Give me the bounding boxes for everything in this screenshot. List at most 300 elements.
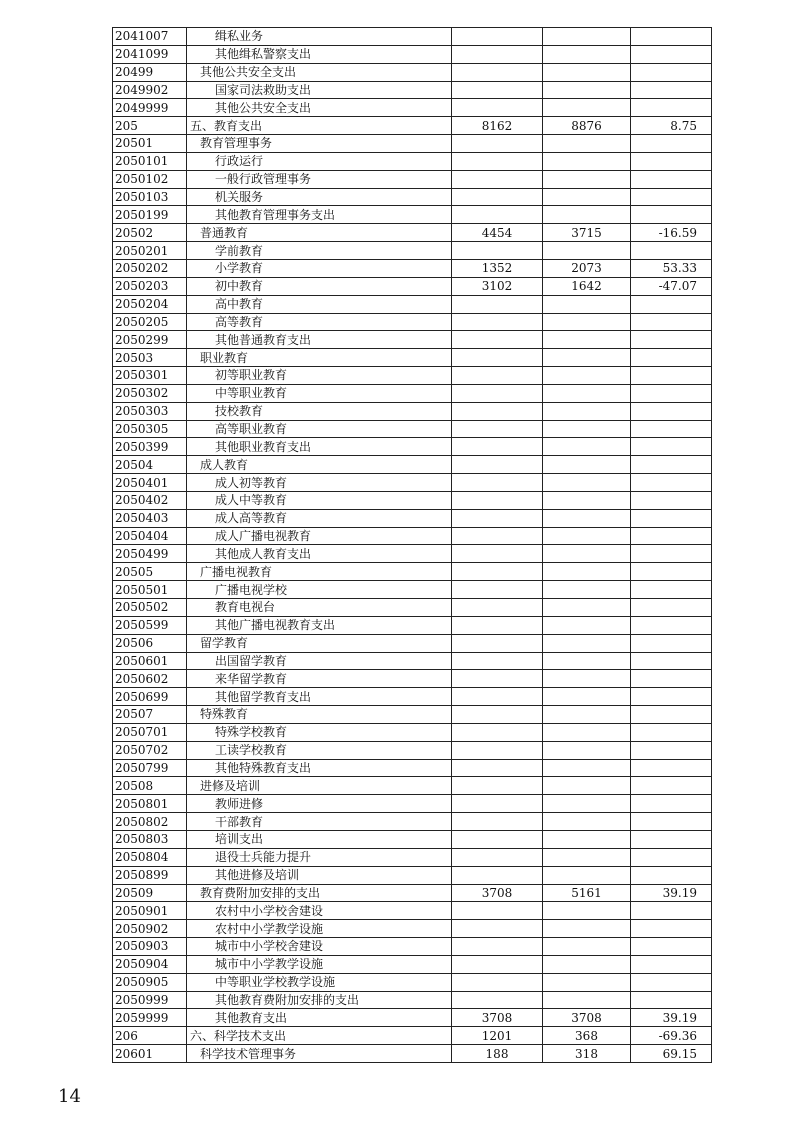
change-percent-cell <box>631 367 712 385</box>
table-row <box>113 63 712 81</box>
value-cell-1 <box>452 991 543 1009</box>
value-cell-2 <box>543 830 631 848</box>
change-percent-cell <box>631 866 712 884</box>
table-row <box>113 795 712 813</box>
value-cell-1: 3708 <box>452 1009 543 1027</box>
table-row <box>113 884 712 902</box>
table-row <box>113 741 712 759</box>
item-name-cell: 教育管理事务 <box>187 135 452 153</box>
code-cell: 2050901 <box>113 902 187 920</box>
change-percent-cell <box>631 527 712 545</box>
table-row <box>113 848 712 866</box>
value-cell-1 <box>452 367 543 385</box>
table-row <box>113 1009 712 1027</box>
code-cell: 2050402 <box>113 491 187 509</box>
value-cell-2 <box>543 491 631 509</box>
value-cell-2 <box>543 652 631 670</box>
code-cell: 2050103 <box>113 188 187 206</box>
value-cell-2: 3708 <box>543 1009 631 1027</box>
code-cell: 2041099 <box>113 45 187 63</box>
change-percent-cell <box>631 813 712 831</box>
change-percent-cell <box>631 152 712 170</box>
item-name-cell: 其他普通教育支出 <box>187 331 452 349</box>
change-percent-cell <box>631 170 712 188</box>
item-name-cell: 其他缉私警察支出 <box>187 45 452 63</box>
item-name-cell: 来华留学教育 <box>187 670 452 688</box>
code-cell: 20502 <box>113 224 187 242</box>
table-row <box>113 28 712 46</box>
code-cell: 2050501 <box>113 581 187 599</box>
value-cell-1 <box>452 759 543 777</box>
value-cell-2: 1642 <box>543 277 631 295</box>
table-row <box>113 599 712 617</box>
change-percent-cell <box>631 509 712 527</box>
table-row <box>113 152 712 170</box>
item-name-cell: 出国留学教育 <box>187 652 452 670</box>
item-name-cell: 进修及培训 <box>187 777 452 795</box>
value-cell-1 <box>452 830 543 848</box>
value-cell-2 <box>543 741 631 759</box>
item-name-cell: 高等教育 <box>187 313 452 331</box>
value-cell-1 <box>452 706 543 724</box>
change-percent-cell <box>631 991 712 1009</box>
item-name-cell: 其他教育费附加安排的支出 <box>187 991 452 1009</box>
code-cell: 2050201 <box>113 242 187 260</box>
table-row <box>113 616 712 634</box>
change-percent-cell <box>631 777 712 795</box>
value-cell-1 <box>452 634 543 652</box>
value-cell-1: 3708 <box>452 884 543 902</box>
value-cell-1: 8162 <box>452 117 543 135</box>
code-cell: 2050203 <box>113 277 187 295</box>
item-name-cell: 其他教育管理事务支出 <box>187 206 452 224</box>
table-row <box>113 384 712 402</box>
value-cell-1 <box>452 866 543 884</box>
item-name-cell: 技校教育 <box>187 402 452 420</box>
change-percent-cell <box>631 670 712 688</box>
change-percent-cell <box>631 920 712 938</box>
item-name-cell: 其他职业教育支出 <box>187 438 452 456</box>
item-name-cell: 中等职业学校教学设施 <box>187 973 452 991</box>
code-cell: 2050802 <box>113 813 187 831</box>
code-cell: 2050804 <box>113 848 187 866</box>
code-cell: 2050803 <box>113 830 187 848</box>
item-name-cell: 高等职业教育 <box>187 420 452 438</box>
code-cell: 2050299 <box>113 331 187 349</box>
code-cell: 20504 <box>113 456 187 474</box>
value-cell-2 <box>543 384 631 402</box>
table-row <box>113 920 712 938</box>
value-cell-1 <box>452 813 543 831</box>
code-cell: 2059999 <box>113 1009 187 1027</box>
change-percent-cell <box>631 599 712 617</box>
value-cell-1 <box>452 45 543 63</box>
table-row <box>113 938 712 956</box>
code-cell: 2050302 <box>113 384 187 402</box>
value-cell-2 <box>543 63 631 81</box>
value-cell-2 <box>543 331 631 349</box>
budget-table <box>112 27 712 1063</box>
change-percent-cell <box>631 206 712 224</box>
value-cell-1 <box>452 349 543 367</box>
change-percent-cell <box>631 99 712 117</box>
value-cell-1 <box>452 955 543 973</box>
value-cell-2: 3715 <box>543 224 631 242</box>
item-name-cell: 其他教育支出 <box>187 1009 452 1027</box>
table-row <box>113 563 712 581</box>
item-name-cell: 其他留学教育支出 <box>187 688 452 706</box>
change-percent-cell <box>631 973 712 991</box>
value-cell-2 <box>543 813 631 831</box>
value-cell-2 <box>543 367 631 385</box>
item-name-cell: 教师进修 <box>187 795 452 813</box>
table-row <box>113 723 712 741</box>
code-cell: 2050204 <box>113 295 187 313</box>
value-cell-1 <box>452 688 543 706</box>
table-row <box>113 331 712 349</box>
code-cell: 2050903 <box>113 938 187 956</box>
table-row <box>113 206 712 224</box>
value-cell-2 <box>543 777 631 795</box>
table-row <box>113 973 712 991</box>
change-percent-cell <box>631 28 712 46</box>
code-cell: 2050701 <box>113 723 187 741</box>
value-cell-1 <box>452 242 543 260</box>
table-row <box>113 759 712 777</box>
change-percent-cell <box>631 135 712 153</box>
item-name-cell: 成人初等教育 <box>187 474 452 492</box>
change-percent-cell <box>631 491 712 509</box>
code-cell: 205 <box>113 117 187 135</box>
value-cell-2 <box>543 563 631 581</box>
change-percent-cell <box>631 456 712 474</box>
code-cell: 2050205 <box>113 313 187 331</box>
value-cell-2 <box>543 81 631 99</box>
table-row <box>113 509 712 527</box>
table-row <box>113 545 712 563</box>
value-cell-1 <box>452 777 543 795</box>
value-cell-1 <box>452 135 543 153</box>
table-row <box>113 706 712 724</box>
table-row <box>113 830 712 848</box>
item-name-cell: 普通教育 <box>187 224 452 242</box>
change-percent-cell <box>631 652 712 670</box>
change-percent-cell <box>631 955 712 973</box>
code-cell: 2050702 <box>113 741 187 759</box>
table-row <box>113 45 712 63</box>
value-cell-1 <box>452 420 543 438</box>
value-cell-2: 5161 <box>543 884 631 902</box>
value-cell-1: 1201 <box>452 1027 543 1045</box>
table-row <box>113 420 712 438</box>
value-cell-1 <box>452 206 543 224</box>
code-cell: 20499 <box>113 63 187 81</box>
table-row <box>113 170 712 188</box>
value-cell-2 <box>543 759 631 777</box>
value-cell-1 <box>452 545 543 563</box>
table-row <box>113 581 712 599</box>
value-cell-2 <box>543 902 631 920</box>
page-number: 14 <box>58 1086 81 1107</box>
code-cell: 2050502 <box>113 599 187 617</box>
table-row <box>113 224 712 242</box>
value-cell-2 <box>543 991 631 1009</box>
change-percent-cell <box>631 563 712 581</box>
value-cell-2 <box>543 456 631 474</box>
item-name-cell: 特殊教育 <box>187 706 452 724</box>
change-percent-cell <box>631 795 712 813</box>
value-cell-1 <box>452 670 543 688</box>
code-cell: 20506 <box>113 634 187 652</box>
table-row <box>113 117 712 135</box>
change-percent-cell <box>631 438 712 456</box>
change-percent-cell <box>631 242 712 260</box>
code-cell: 2050303 <box>113 402 187 420</box>
value-cell-1 <box>452 527 543 545</box>
value-cell-2: 318 <box>543 1045 631 1063</box>
value-cell-2 <box>543 634 631 652</box>
item-name-cell: 其他特殊教育支出 <box>187 759 452 777</box>
value-cell-1 <box>452 331 543 349</box>
item-name-cell: 中等职业教育 <box>187 384 452 402</box>
value-cell-1 <box>452 384 543 402</box>
code-cell: 2050403 <box>113 509 187 527</box>
change-percent-cell <box>631 63 712 81</box>
item-name-cell: 其他进修及培训 <box>187 866 452 884</box>
change-percent-cell <box>631 723 712 741</box>
value-cell-1 <box>452 723 543 741</box>
change-percent-cell <box>631 188 712 206</box>
value-cell-1 <box>452 28 543 46</box>
item-name-cell: 培训支出 <box>187 830 452 848</box>
item-name-cell: 农村中小学教学设施 <box>187 920 452 938</box>
code-cell: 2050101 <box>113 152 187 170</box>
code-cell: 2050599 <box>113 616 187 634</box>
table-row <box>113 652 712 670</box>
code-cell: 2050404 <box>113 527 187 545</box>
change-percent-cell: 8.75 <box>631 117 712 135</box>
value-cell-2 <box>543 545 631 563</box>
code-cell: 2050499 <box>113 545 187 563</box>
value-cell-2 <box>543 723 631 741</box>
value-cell-2: 2073 <box>543 259 631 277</box>
table-row <box>113 135 712 153</box>
change-percent-cell <box>631 420 712 438</box>
value-cell-1 <box>452 491 543 509</box>
code-cell: 20507 <box>113 706 187 724</box>
change-percent-cell <box>631 706 712 724</box>
table-row <box>113 902 712 920</box>
item-name-cell: 退役士兵能力提升 <box>187 848 452 866</box>
item-name-cell: 其他广播电视教育支出 <box>187 616 452 634</box>
code-cell: 2050601 <box>113 652 187 670</box>
value-cell-1 <box>452 99 543 117</box>
item-name-cell: 教育费附加安排的支出 <box>187 884 452 902</box>
code-cell: 2050305 <box>113 420 187 438</box>
table-row <box>113 1027 712 1045</box>
change-percent-cell <box>631 545 712 563</box>
code-cell: 2050699 <box>113 688 187 706</box>
code-cell: 2050399 <box>113 438 187 456</box>
code-cell: 2050999 <box>113 991 187 1009</box>
table-row <box>113 313 712 331</box>
code-cell: 2050199 <box>113 206 187 224</box>
code-cell: 2050905 <box>113 973 187 991</box>
value-cell-1 <box>452 920 543 938</box>
item-name-cell: 六、科学技术支出 <box>187 1027 452 1045</box>
item-name-cell: 行政运行 <box>187 152 452 170</box>
value-cell-1 <box>452 509 543 527</box>
value-cell-1: 1352 <box>452 259 543 277</box>
value-cell-1 <box>452 402 543 420</box>
value-cell-2 <box>543 242 631 260</box>
value-cell-2 <box>543 170 631 188</box>
change-percent-cell <box>631 349 712 367</box>
table-row <box>113 955 712 973</box>
change-percent-cell <box>631 688 712 706</box>
change-percent-cell <box>631 616 712 634</box>
code-cell: 20601 <box>113 1045 187 1063</box>
value-cell-1 <box>452 973 543 991</box>
item-name-cell: 其他成人教育支出 <box>187 545 452 563</box>
value-cell-1 <box>452 474 543 492</box>
code-cell: 2050401 <box>113 474 187 492</box>
value-cell-1: 3102 <box>452 277 543 295</box>
value-cell-1 <box>452 795 543 813</box>
table-row <box>113 1045 712 1063</box>
value-cell-2 <box>543 581 631 599</box>
value-cell-1: 188 <box>452 1045 543 1063</box>
value-cell-2 <box>543 599 631 617</box>
item-name-cell: 高中教育 <box>187 295 452 313</box>
change-percent-cell: 53.33 <box>631 259 712 277</box>
value-cell-1 <box>452 81 543 99</box>
change-percent-cell: -16.59 <box>631 224 712 242</box>
value-cell-2: 8876 <box>543 117 631 135</box>
change-percent-cell <box>631 938 712 956</box>
change-percent-cell <box>631 830 712 848</box>
change-percent-cell <box>631 581 712 599</box>
value-cell-1 <box>452 313 543 331</box>
table-row <box>113 367 712 385</box>
value-cell-2 <box>543 848 631 866</box>
value-cell-2 <box>543 295 631 313</box>
value-cell-1 <box>452 741 543 759</box>
table-row <box>113 242 712 260</box>
value-cell-1 <box>452 902 543 920</box>
value-cell-2 <box>543 188 631 206</box>
value-cell-2 <box>543 706 631 724</box>
code-cell: 2050899 <box>113 866 187 884</box>
code-cell: 20508 <box>113 777 187 795</box>
item-name-cell: 五、教育支出 <box>187 117 452 135</box>
code-cell: 2050799 <box>113 759 187 777</box>
value-cell-1: 4454 <box>452 224 543 242</box>
item-name-cell: 初中教育 <box>187 277 452 295</box>
change-percent-cell <box>631 295 712 313</box>
item-name-cell: 国家司法救助支出 <box>187 81 452 99</box>
value-cell-1 <box>452 456 543 474</box>
value-cell-1 <box>452 295 543 313</box>
table-row <box>113 81 712 99</box>
value-cell-2 <box>543 920 631 938</box>
item-name-cell: 农村中小学校舍建设 <box>187 902 452 920</box>
table-row <box>113 491 712 509</box>
table-row <box>113 474 712 492</box>
change-percent-cell <box>631 331 712 349</box>
table-row <box>113 688 712 706</box>
code-cell: 2050801 <box>113 795 187 813</box>
table-row <box>113 438 712 456</box>
code-cell: 2049999 <box>113 99 187 117</box>
value-cell-2 <box>543 955 631 973</box>
change-percent-cell: -69.36 <box>631 1027 712 1045</box>
table-row <box>113 634 712 652</box>
value-cell-1 <box>452 170 543 188</box>
change-percent-cell <box>631 848 712 866</box>
table-row <box>113 527 712 545</box>
item-name-cell: 工读学校教育 <box>187 741 452 759</box>
change-percent-cell: 39.19 <box>631 1009 712 1027</box>
value-cell-2 <box>543 402 631 420</box>
item-name-cell: 其他公共安全支出 <box>187 99 452 117</box>
code-cell: 20509 <box>113 884 187 902</box>
value-cell-2: 368 <box>543 1027 631 1045</box>
item-name-cell: 城市中小学校舍建设 <box>187 938 452 956</box>
value-cell-2 <box>543 938 631 956</box>
value-cell-1 <box>452 652 543 670</box>
value-cell-2 <box>543 438 631 456</box>
change-percent-cell <box>631 384 712 402</box>
value-cell-2 <box>543 688 631 706</box>
table-row <box>113 402 712 420</box>
item-name-cell: 广播电视教育 <box>187 563 452 581</box>
code-cell: 2050102 <box>113 170 187 188</box>
change-percent-cell <box>631 474 712 492</box>
item-name-cell: 学前教育 <box>187 242 452 260</box>
table-row <box>113 991 712 1009</box>
table-row <box>113 456 712 474</box>
item-name-cell: 其他公共安全支出 <box>187 63 452 81</box>
item-name-cell: 干部教育 <box>187 813 452 831</box>
value-cell-2 <box>543 206 631 224</box>
item-name-cell: 一般行政管理事务 <box>187 170 452 188</box>
code-cell: 20503 <box>113 349 187 367</box>
value-cell-1 <box>452 188 543 206</box>
table-body <box>113 28 712 1063</box>
item-name-cell: 职业教育 <box>187 349 452 367</box>
item-name-cell: 科学技术管理事务 <box>187 1045 452 1063</box>
item-name-cell: 成人高等教育 <box>187 509 452 527</box>
item-name-cell: 广播电视学校 <box>187 581 452 599</box>
code-cell: 2050602 <box>113 670 187 688</box>
item-name-cell: 成人中等教育 <box>187 491 452 509</box>
code-cell: 2041007 <box>113 28 187 46</box>
value-cell-2 <box>543 99 631 117</box>
code-cell: 2049902 <box>113 81 187 99</box>
item-name-cell: 成人广播电视教育 <box>187 527 452 545</box>
code-cell: 2050301 <box>113 367 187 385</box>
value-cell-1 <box>452 563 543 581</box>
item-name-cell: 留学教育 <box>187 634 452 652</box>
item-name-cell: 成人教育 <box>187 456 452 474</box>
code-cell: 2050904 <box>113 955 187 973</box>
value-cell-2 <box>543 349 631 367</box>
value-cell-2 <box>543 420 631 438</box>
value-cell-2 <box>543 28 631 46</box>
value-cell-2 <box>543 474 631 492</box>
change-percent-cell <box>631 634 712 652</box>
